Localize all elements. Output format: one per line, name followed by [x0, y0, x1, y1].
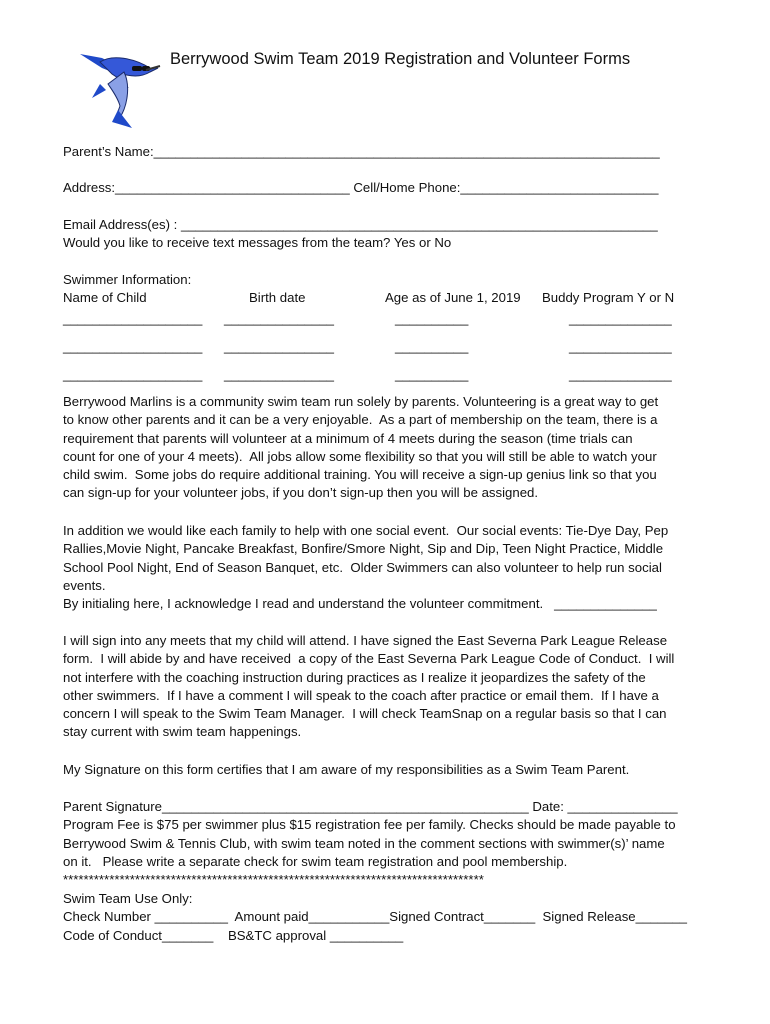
swimmer-row-2-name: ___________________ — [63, 339, 203, 354]
swimmer-row-2-buddy: ______________ — [569, 339, 672, 354]
office-use-heading: Swim Team Use Only: — [63, 891, 193, 906]
paragraph-line: requirement that parents will volunteer at a minimum of 4 meets during the season (time trials can — [63, 430, 633, 446]
paragraph-line: I will sign into any meets that my child will attend. I have signed the East Severna Park League Release — [63, 633, 668, 648]
parent-name-field: Parent’s Name:_____________________________________________________________________ — [63, 144, 660, 159]
signature-statement — [63, 761, 713, 779]
paragraph-line: count for one of your 4 meets). All jobs allow some flexibility so that you will still be able to watch your — [63, 448, 657, 464]
paragraph-line: Rallies,Movie Night, Pancake Breakfast, Bonfire/Smore Night, Sip and Dip, Teen Night Practice, Middle — [63, 541, 664, 557]
office-use-section — [63, 890, 713, 945]
paragraph-line: Berrywood Marlins is a community swim team run solely by parents. Volunteering is a great way to get — [63, 394, 659, 409]
office-use-line: Code of Conduct_______ BS&TC approval __________ — [63, 927, 404, 943]
paragraph-line: My Signature on this form certifies that I am aware of my responsibilities as a Swim Team Parent. — [63, 762, 630, 777]
paragraph-line: child swim. Some jobs do require additional training. You will receive a sign-up genius link so that you — [63, 467, 657, 483]
volunteer-paragraph — [63, 393, 713, 503]
swimmer-row-3-name: ___________________ — [63, 367, 203, 382]
swimmer-row-3-buddy: ______________ — [569, 367, 672, 382]
paragraph-line: School Pool Night, End of Season Banquet, etc. Older Swimmers can also volunteer to help run social — [63, 559, 662, 575]
paragraph-line: events. — [63, 577, 106, 593]
swimmer-row-2-age: __________ — [395, 339, 469, 354]
fee-paragraph — [63, 798, 713, 889]
swimmer-row-2-birth: _______________ — [224, 339, 335, 354]
paragraph-line: Program Fee is $75 per swimmer plus $15 registration fee per family. Checks should be made payable to — [63, 817, 676, 833]
paragraph-line: form. I will abide by and have received a copy of the East Severna Park League Code of Conduct. I will — [63, 651, 675, 667]
initial-acknowledgement: By initialing here, I acknowledge I read and understand the volunteer commitment. ______________ — [63, 596, 657, 612]
parent-signature-line: Parent Signature__________________________________________________ Date: _______________ — [63, 799, 678, 814]
asterisk-divider: ********************************************************************************** — [63, 872, 484, 888]
col-name-of-child: Name of Child — [63, 290, 147, 305]
paragraph-line: to know other parents and it can be a very enjoyable. As a part of membership on the team, there is a — [63, 412, 658, 428]
office-use-line: Check Number __________ Amount paid___________Signed Contract_______ Signed Release_______ — [63, 909, 687, 925]
col-birth-date: Birth date — [249, 290, 306, 305]
address-phone-field: Address:________________________________ Cell/Home Phone:___________________________ — [63, 180, 659, 195]
swimmer-row-1-name: ___________________ — [63, 311, 203, 326]
swimmer-row-3-age: __________ — [395, 367, 469, 382]
social-events-paragraph — [63, 522, 713, 613]
swimmer-row-3-birth: _______________ — [224, 367, 335, 382]
conduct-paragraph — [63, 632, 713, 742]
swimmer-row-1-buddy: ______________ — [569, 311, 672, 326]
swimmer-row-1-birth: _______________ — [224, 311, 335, 326]
paragraph-line: can sign-up for your volunteer jobs, if you don’t sign-up then you will be assigned. — [63, 485, 539, 501]
col-age: Age as of June 1, 2019 — [385, 290, 521, 305]
paragraph-line: on it. Please write a separate check for swim team registration and pool membership. — [63, 853, 568, 869]
paragraph-line: In addition we would like each family to help with one social event. Our social events: Tie-Dye Day, Pep — [63, 523, 669, 538]
col-buddy-program: Buddy Program Y or N — [542, 290, 675, 305]
paragraph-line: concern I will speak to the Swim Team Manager. I will check TeamSnap on a regular basis so that I can — [63, 706, 667, 722]
paragraph-line: Berrywood Swim & Tennis Club, with swim team noted in the comment sections with swimmer(s)’ name — [63, 835, 665, 851]
paragraph-line: other swimmers. If I have a comment I will speak to the coach after practice or email them. If I have a — [63, 687, 659, 703]
text-messages-question: Would you like to receive text messages from the team? Yes or No — [63, 235, 452, 250]
paragraph-line: not interfere with the coaching instruction during practices as I realize it jeopardizes the safety of the — [63, 669, 646, 685]
marlin-logo — [72, 44, 164, 128]
email-field: Email Address(es) : _________________________________________________________________ — [63, 217, 658, 232]
swimmer-info-heading: Swimmer Information: — [63, 272, 192, 287]
paragraph-line: stay current with swim team happenings. — [63, 724, 302, 740]
page-title: Berrywood Swim Team 2019 Registration and Volunteer Forms — [170, 50, 631, 68]
swimmer-row-1-age: __________ — [395, 311, 469, 326]
